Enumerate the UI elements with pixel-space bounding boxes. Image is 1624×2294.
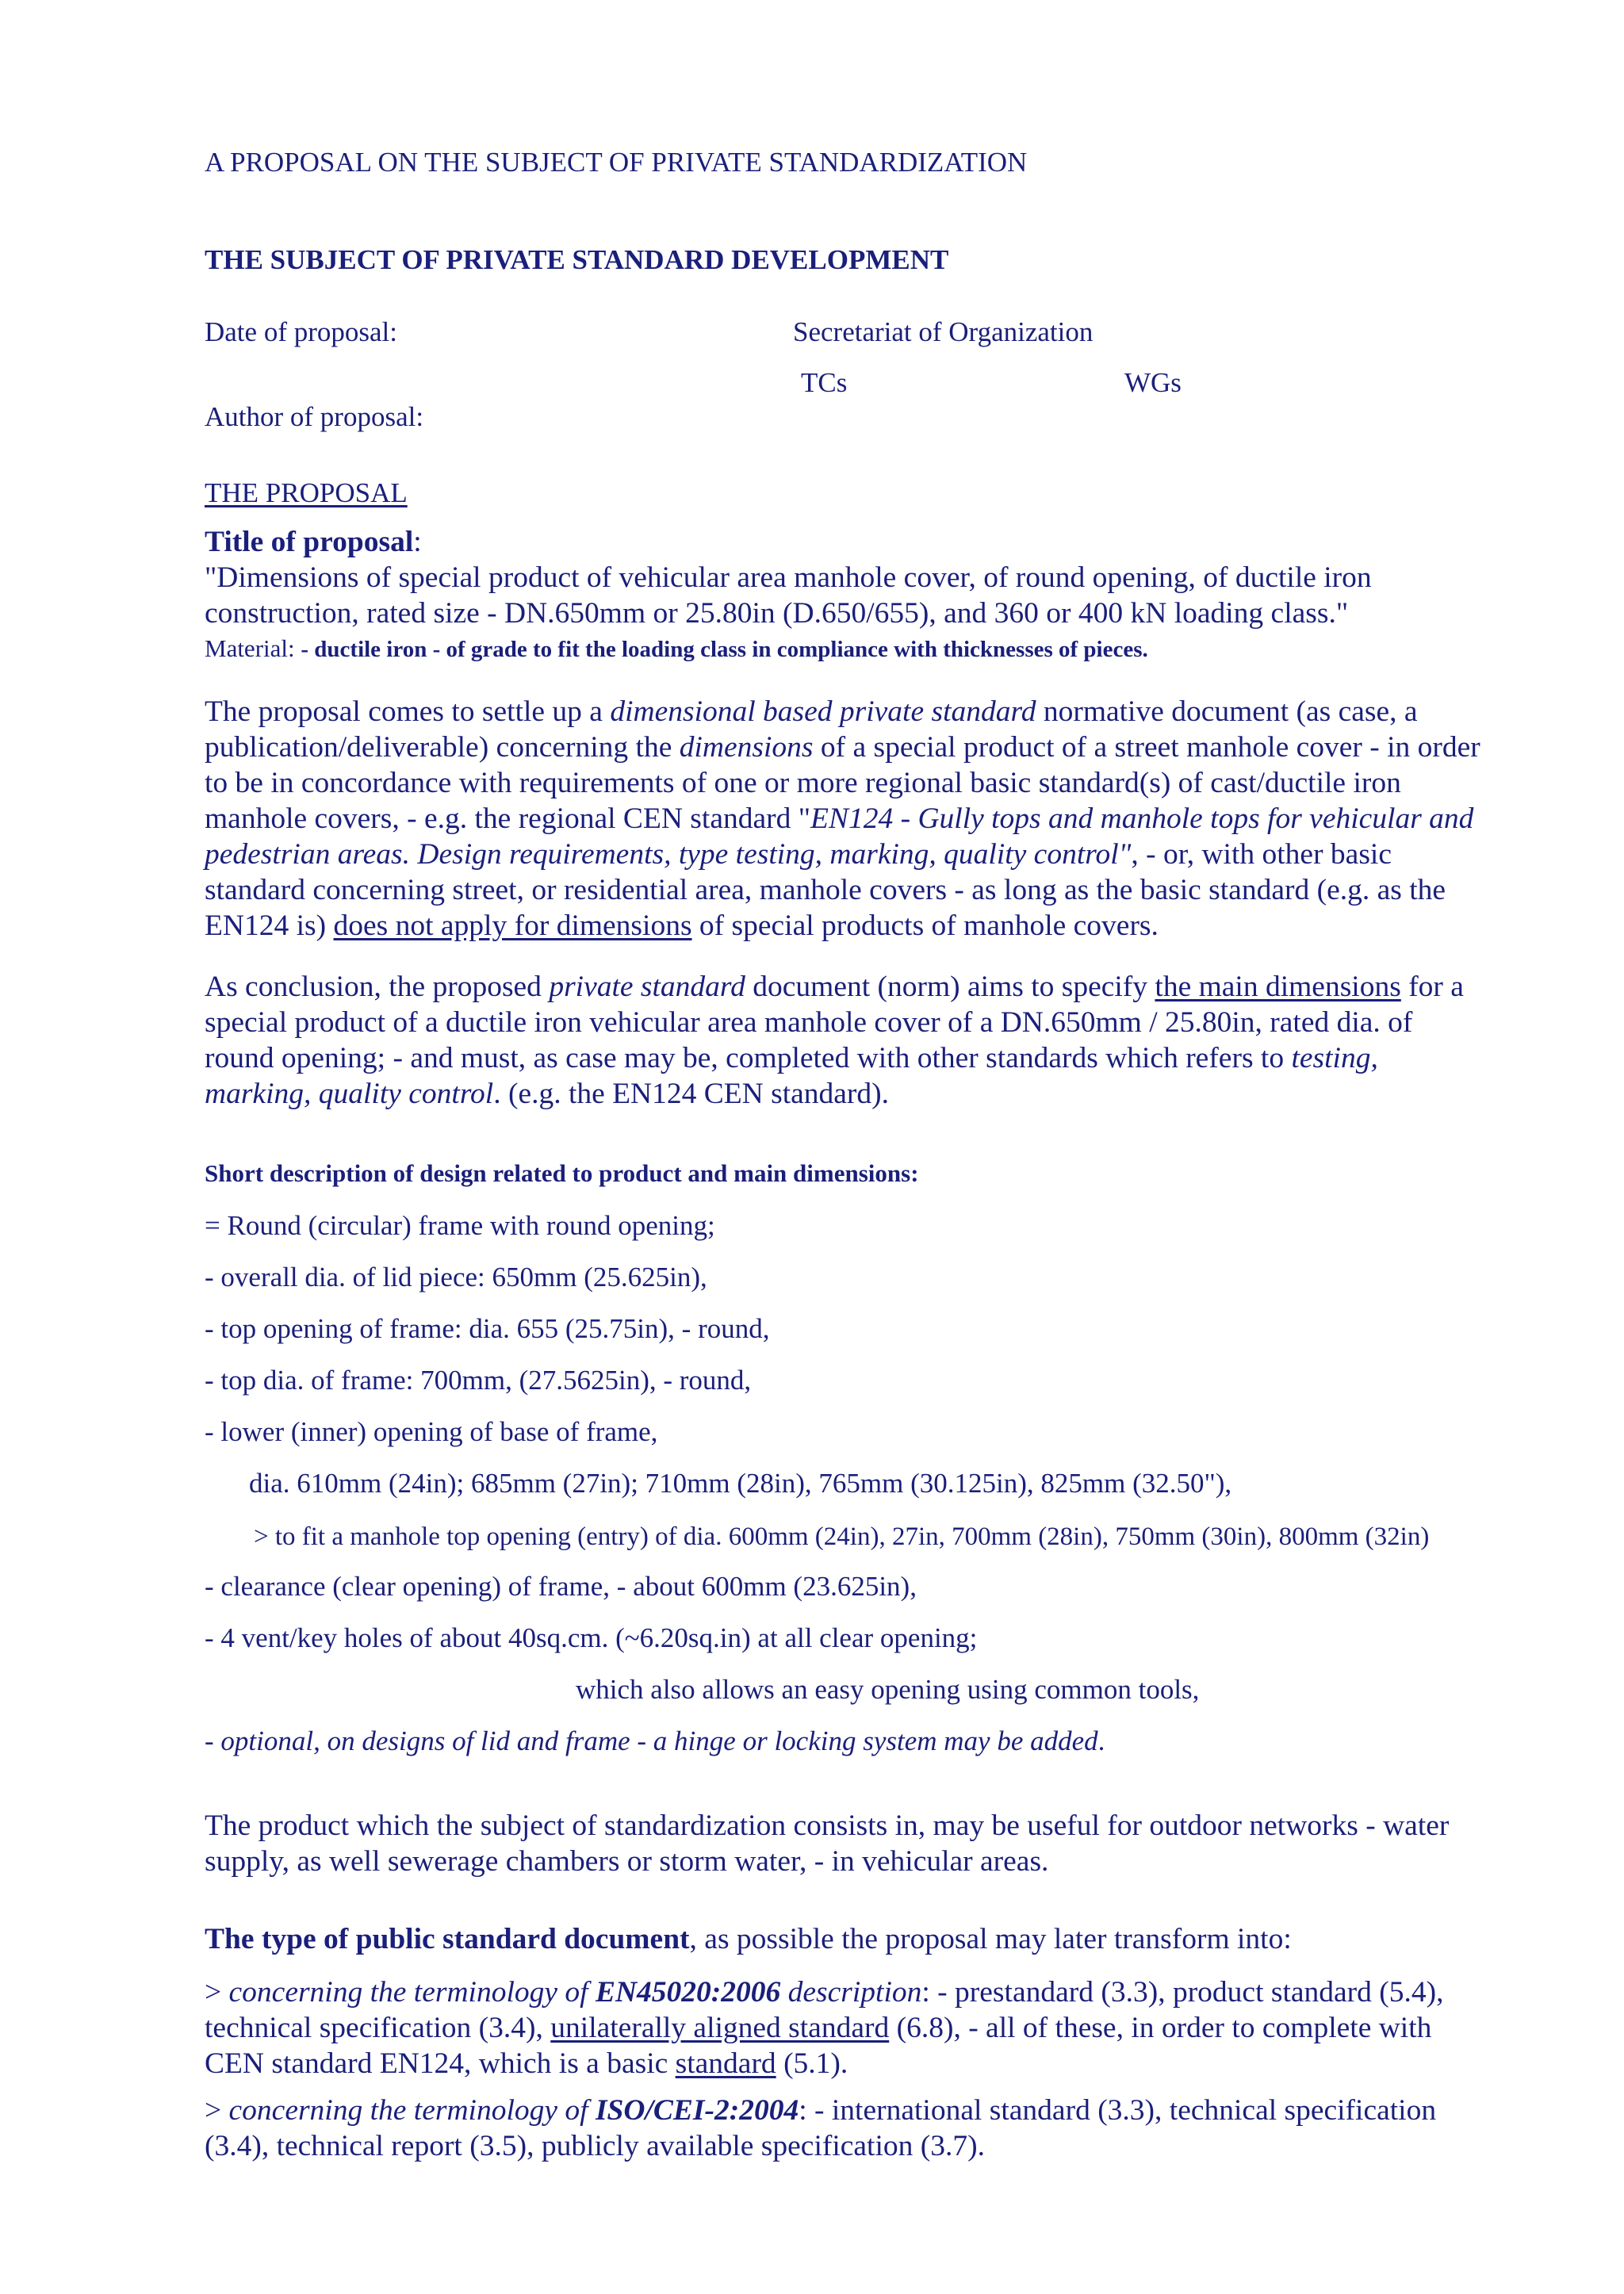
public-a-line-1 (205, 1974, 1444, 2010)
design-item: - top opening of frame: dia. 655 (25.75in), - round, (205, 1313, 770, 1344)
design-optional-suffix: . (1097, 1725, 1105, 1756)
public-standard-rest: , as possible the proposal may later transform into: (689, 1923, 1292, 1955)
para3-line-1: The product which the subject of standardization consists in, may be useful for outdoor networks - water (205, 1810, 1450, 1842)
public-b-line-2: (3.4), technical report (3.5), publicly available specification (3.7). (205, 2130, 985, 2162)
secretariat-label: Secretariat of Organization (793, 316, 1094, 347)
para1-text: EN124 is) (205, 910, 334, 942)
para2-line-1 (205, 969, 1464, 1005)
title-label-text: Title of proposal (205, 526, 414, 558)
public-b-bold-italic: ISO/CEI-2:2004 (595, 2094, 799, 2127)
public-b-text: : - international standard (3.3), technical specification (799, 2094, 1437, 2127)
title-label-colon: : (413, 526, 422, 558)
para2-text: document (norm) aims to specify (745, 971, 1155, 1003)
para2-italic: testing, (1291, 1042, 1378, 1074)
para2-line-2: special product of a ductile iron vehicular area manhole cover of a DN.650mm / 25.80in, rated dia. of (205, 1006, 1413, 1039)
para1-line-6: standard concerning street, or residential area, manhole covers - as long as the basic standard (e.g. as the (205, 874, 1446, 906)
public-a-bold-italic: EN45020:2006 (595, 1976, 781, 2009)
public-a-italic: description (780, 1976, 922, 2009)
material-label: Material: (205, 634, 301, 662)
public-a-line-2 (205, 2010, 1431, 2046)
para1-italic: dimensional based private standard (610, 695, 1036, 728)
para1-text: of a special product of a street manhole cover - in order (813, 731, 1480, 764)
design-item: - overall dia. of lid piece: 650mm (25.625in), (205, 1262, 707, 1293)
proposal-title-line-2: construction, rated size - DN.650mm or 25.80in (D.650/655), and 360 or 400 kN loading class." (205, 597, 1349, 630)
public-standard-heading (205, 1921, 1292, 1957)
public-b-italic: concerning the terminology of (228, 2094, 596, 2127)
para1-line-4 (205, 801, 1473, 837)
public-a-text: technical specification (3.4), (205, 2012, 551, 2044)
design-item: - clearance (clear opening) of frame, - about 600mm (23.625in), (205, 1571, 917, 1602)
para1-text: The proposal comes to settle up a (205, 695, 611, 728)
bullet-marker: > (205, 1976, 229, 2009)
public-a-line-3 (205, 2046, 848, 2081)
design-item-optional (205, 1723, 1105, 1760)
para1-text: manhole covers, - e.g. the regional CEN standard " (205, 802, 811, 835)
public-b-line-1 (205, 2093, 1436, 2128)
para1-line-7 (205, 908, 1159, 944)
design-item: - 4 vent/key holes of about 40sq.cm. (~6.20sq.in) at all clear opening; (205, 1622, 978, 1653)
tcs-label: TCs (801, 367, 848, 398)
material-value: - ductile iron - of grade to fit the loading class in compliance with thicknesses of pieces. (301, 637, 1148, 662)
design-heading: Short description of design related to product and main dimensions: (205, 1159, 919, 1187)
para1-italic: dimensions (679, 731, 814, 764)
para2-underlined: the main dimensions (1155, 971, 1401, 1003)
proposal-section-title: THE PROPOSAL (205, 477, 408, 508)
public-a-underlined: standard (675, 2047, 776, 2080)
para1-text: of special products of manhole covers. (691, 910, 1159, 942)
subject-heading: THE SUBJECT OF PRIVATE STANDARD DEVELOPMENT (205, 244, 949, 275)
para1-underlined: does not apply for dimensions (333, 910, 692, 942)
para1-line-3: to be in concordance with requirements of one or more regional basic standard(s) of cast/ductile iron (205, 767, 1401, 799)
material-line (205, 630, 1148, 668)
para2-text: for a (1400, 971, 1464, 1003)
public-a-text: (6.8), - all of these, in order to complete with (889, 2012, 1432, 2044)
para2-line-3 (205, 1040, 1378, 1076)
para1-text: , - or, with other basic (1131, 838, 1392, 871)
para2-text: As conclusion, the proposed (205, 971, 550, 1003)
public-standard-bold: The type of public standard document (205, 1923, 690, 1955)
para1-line-5 (205, 837, 1392, 872)
para1-text: publication/deliverable) concerning the (205, 731, 680, 764)
proposal-title-label (205, 524, 422, 560)
wgs-label: WGs (1124, 367, 1182, 398)
design-item: - lower (inner) opening of base of frame, (205, 1416, 658, 1447)
para1-line-1 (205, 694, 1418, 730)
bullet-marker: > (205, 2094, 229, 2127)
para1-italic: pedestrian areas. Design requirements, type testing, marking, quality control" (205, 838, 1132, 871)
design-item: > to fit a manhole top opening (entry) of dia. 600mm (24in), 27in, 700mm (28in), 750mm (30in), 800mm (32in) (254, 1522, 1430, 1551)
public-a-text: (5.1). (776, 2047, 848, 2080)
para2-text: round opening; - and must, as case may be, completed with other standards which refers to (205, 1042, 1292, 1074)
para1-text: normative document (as case, a (1036, 695, 1418, 728)
para1-italic: EN124 - Gully tops and manhole tops for vehicular and (810, 802, 1474, 835)
public-a-text: CEN standard EN124, which is a basic (205, 2047, 676, 2080)
design-item: which also allows an easy opening using common tools, (576, 1674, 1200, 1705)
design-item: - top dia. of frame: 700mm, (27.5625in), - round, (205, 1365, 752, 1396)
design-optional-text: optional, on designs of lid and frame - a hinge or locking system may be added (220, 1725, 1098, 1756)
public-a-italic: concerning the terminology of (228, 1976, 596, 2009)
para2-line-4 (205, 1076, 889, 1112)
design-item: = Round (circular) frame with round opening; (205, 1210, 715, 1241)
proposal-title-line-1: "Dimensions of special product of vehicular area manhole cover, of round opening, of ductile iron (205, 561, 1372, 594)
para2-italic: marking, quality control (205, 1078, 494, 1110)
author-of-proposal-label: Author of proposal: (205, 401, 424, 432)
date-of-proposal-label: Date of proposal: (205, 316, 397, 347)
public-a-text: : - prestandard (3.3), product standard (5.4), (921, 1976, 1444, 2009)
para2-italic: private standard (549, 971, 745, 1003)
public-a-underlined: unilaterally aligned standard (550, 2012, 890, 2044)
para2-text: . (e.g. the EN124 CEN standard). (493, 1078, 890, 1110)
para1-line-2 (205, 730, 1480, 765)
document-title: A PROPOSAL ON THE SUBJECT OF PRIVATE STANDARDIZATION (205, 147, 1028, 178)
design-optional-prefix: - (205, 1725, 221, 1756)
design-item: dia. 610mm (24in); 685mm (27in); 710mm (28in), 765mm (30.125in), 825mm (32.50"), (249, 1468, 1232, 1499)
para3-line-2: supply, as well sewerage chambers or storm water, - in vehicular areas. (205, 1845, 1049, 1878)
